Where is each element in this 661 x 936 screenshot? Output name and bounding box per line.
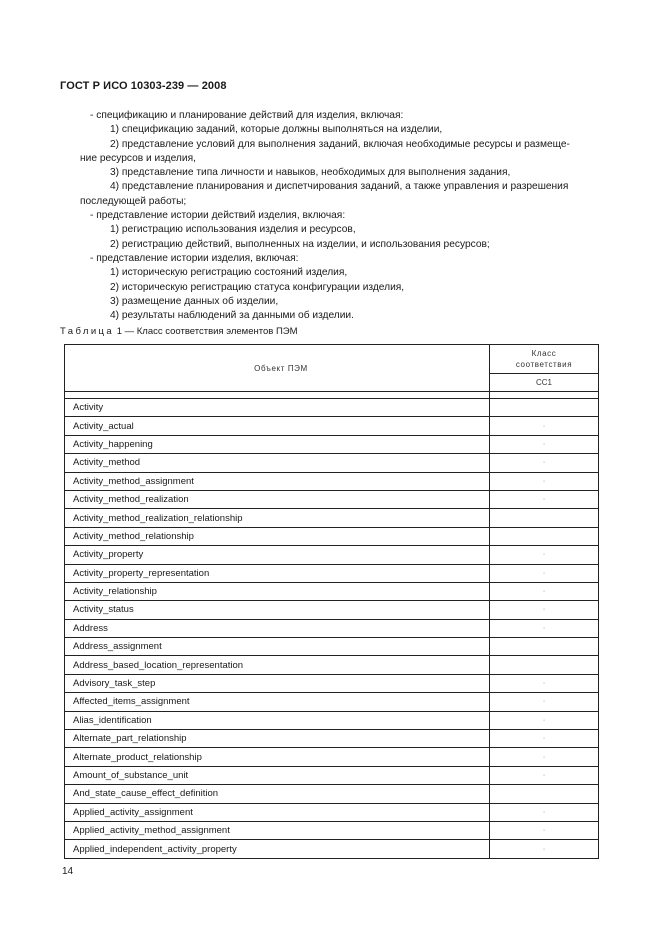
table-row bbox=[65, 527, 599, 545]
cc1-cell bbox=[490, 509, 599, 527]
cc1-cell bbox=[490, 638, 599, 656]
cc1-cell bbox=[490, 527, 599, 545]
body-line: 2) представление условий для выполнения заданий, включая необходимые ресурсы и размеще- bbox=[110, 138, 570, 150]
cc1-cell: · bbox=[490, 564, 599, 582]
column-header-class-line2: соответствия bbox=[515, 360, 573, 369]
table-row bbox=[65, 582, 599, 600]
body-line: 3) размещение данных об изделии, bbox=[110, 295, 279, 307]
body-line: 3) представление типа личности и навыков, необходимых для выполнения задания, bbox=[110, 167, 511, 179]
table-row bbox=[65, 766, 599, 784]
cc1-cell: · bbox=[490, 546, 599, 564]
body-line: последующей работы; bbox=[80, 195, 187, 207]
table-spacer-row bbox=[65, 392, 599, 399]
table-caption bbox=[60, 326, 298, 337]
cc1-cell: · bbox=[490, 821, 599, 839]
table-row bbox=[65, 748, 599, 766]
cc1-cell: · bbox=[490, 803, 599, 821]
cc1-cell: · bbox=[490, 711, 599, 729]
table-row bbox=[65, 730, 599, 748]
column-header-class bbox=[490, 345, 599, 374]
table-row bbox=[65, 656, 599, 674]
table-row bbox=[65, 840, 599, 858]
cc1-cell: · bbox=[490, 454, 599, 472]
table-row bbox=[65, 564, 599, 582]
body-line: 2) историческую регистрацию статуса конфигурации изделия, bbox=[110, 281, 405, 293]
cc1-cell: · bbox=[490, 619, 599, 637]
cc1-cell: · bbox=[490, 748, 599, 766]
body-line: - спецификацию и планирование действий для изделия, включая: bbox=[90, 110, 404, 121]
object-name-cell: Activity_property bbox=[65, 546, 490, 564]
cc1-cell: · bbox=[490, 601, 599, 619]
object-name-cell: Activity bbox=[65, 399, 490, 417]
table-row bbox=[65, 417, 599, 435]
table-row bbox=[65, 638, 599, 656]
object-name-cell: Alias_identification bbox=[65, 711, 490, 729]
table-row bbox=[65, 803, 599, 821]
body-text bbox=[60, 109, 600, 323]
body-line: 1) спецификацию заданий, которые должны выполняться на изделии, bbox=[110, 124, 443, 136]
object-name-cell: Activity_property_representation bbox=[65, 564, 490, 582]
body-line: 4) результаты наблюдений за данными об изделии. bbox=[110, 310, 354, 322]
cc1-cell: · bbox=[490, 417, 599, 435]
table-row bbox=[65, 711, 599, 729]
table-row bbox=[65, 399, 599, 417]
cc1-cell: · bbox=[490, 693, 599, 711]
object-name-cell: Activity_actual bbox=[65, 417, 490, 435]
object-name-cell: Activity_method_realization bbox=[65, 490, 490, 508]
column-header-object: Объект ПЭМ bbox=[65, 345, 490, 392]
cc1-cell: · bbox=[490, 582, 599, 600]
table-row bbox=[65, 509, 599, 527]
cc1-cell: · bbox=[490, 490, 599, 508]
table-header-row bbox=[65, 345, 599, 374]
object-name-cell: Address_based_location_representation bbox=[65, 656, 490, 674]
object-name-cell: Activity_relationship bbox=[65, 582, 490, 600]
cc1-cell: · bbox=[490, 674, 599, 692]
table-row bbox=[65, 674, 599, 692]
document-header: ГОСТ Р ИСО 10303-239 — 2008 bbox=[60, 80, 227, 92]
spacer-cell bbox=[490, 392, 599, 399]
body-line: 1) историческую регистрацию состояний изделия, bbox=[110, 267, 348, 279]
object-name-cell: Activity_method_realization_relationship bbox=[65, 509, 490, 527]
object-name-cell: Activity_method_relationship bbox=[65, 527, 490, 545]
table-row bbox=[65, 693, 599, 711]
object-name-cell: Activity_status bbox=[65, 601, 490, 619]
body-line: ние ресурсов и изделия, bbox=[80, 152, 196, 164]
object-name-cell: Activity_happening bbox=[65, 435, 490, 453]
page-number: 14 bbox=[62, 866, 74, 877]
object-name-cell: Address bbox=[65, 619, 490, 637]
table-row bbox=[65, 546, 599, 564]
body-line: 4) представление планирования и диспетчирования заданий, а также управления и разрешения bbox=[110, 181, 569, 193]
object-name-cell: Alternate_product_relationship bbox=[65, 748, 490, 766]
table-row bbox=[65, 601, 599, 619]
column-header-class-line1: Класс bbox=[531, 349, 557, 358]
object-name-cell: Alternate_part_relationship bbox=[65, 730, 490, 748]
object-name-cell: Address_assignment bbox=[65, 638, 490, 656]
table-row bbox=[65, 619, 599, 637]
object-name-cell: Applied_activity_assignment bbox=[65, 803, 490, 821]
object-name-cell: Activity_method_assignment bbox=[65, 472, 490, 490]
table-row bbox=[65, 454, 599, 472]
object-name-cell: Amount_of_substance_unit bbox=[65, 766, 490, 784]
table-row bbox=[65, 435, 599, 453]
cc1-cell: · bbox=[490, 472, 599, 490]
table-row bbox=[65, 785, 599, 803]
object-name-cell: Advisory_task_step bbox=[65, 674, 490, 692]
cc1-cell: · bbox=[490, 435, 599, 453]
table-caption-title: 1 — Класс соответствия элементов ПЭМ bbox=[114, 326, 298, 337]
table-row bbox=[65, 472, 599, 490]
body-line: 2) регистрацию действий, выполненных на изделии, и использования ресурсов; bbox=[110, 238, 490, 250]
table-row bbox=[65, 490, 599, 508]
table-caption-prefix: Таблица bbox=[60, 326, 115, 337]
conformance-table bbox=[64, 344, 599, 859]
object-name-cell: Applied_independent_activity_property bbox=[65, 840, 490, 858]
table-row bbox=[65, 821, 599, 839]
cc1-cell bbox=[490, 656, 599, 674]
body-line: - представление истории изделия, включая: bbox=[90, 252, 299, 264]
spacer-cell bbox=[65, 392, 490, 399]
object-name-cell: Affected_items_assignment bbox=[65, 693, 490, 711]
cc1-cell: · bbox=[490, 766, 599, 784]
cc1-cell bbox=[490, 399, 599, 417]
object-name-cell: And_state_cause_effect_definition bbox=[65, 785, 490, 803]
column-header-cc1: CC1 bbox=[490, 374, 599, 392]
cc1-cell: · bbox=[490, 730, 599, 748]
object-name-cell: Applied_activity_method_assignment bbox=[65, 821, 490, 839]
cc1-cell bbox=[490, 785, 599, 803]
body-line: 1) регистрацию использования изделия и ресурсов, bbox=[110, 224, 356, 236]
body-line: - представление истории действий изделия, включая: bbox=[90, 210, 346, 222]
cc1-cell: · bbox=[490, 840, 599, 858]
object-name-cell: Activity_method bbox=[65, 454, 490, 472]
